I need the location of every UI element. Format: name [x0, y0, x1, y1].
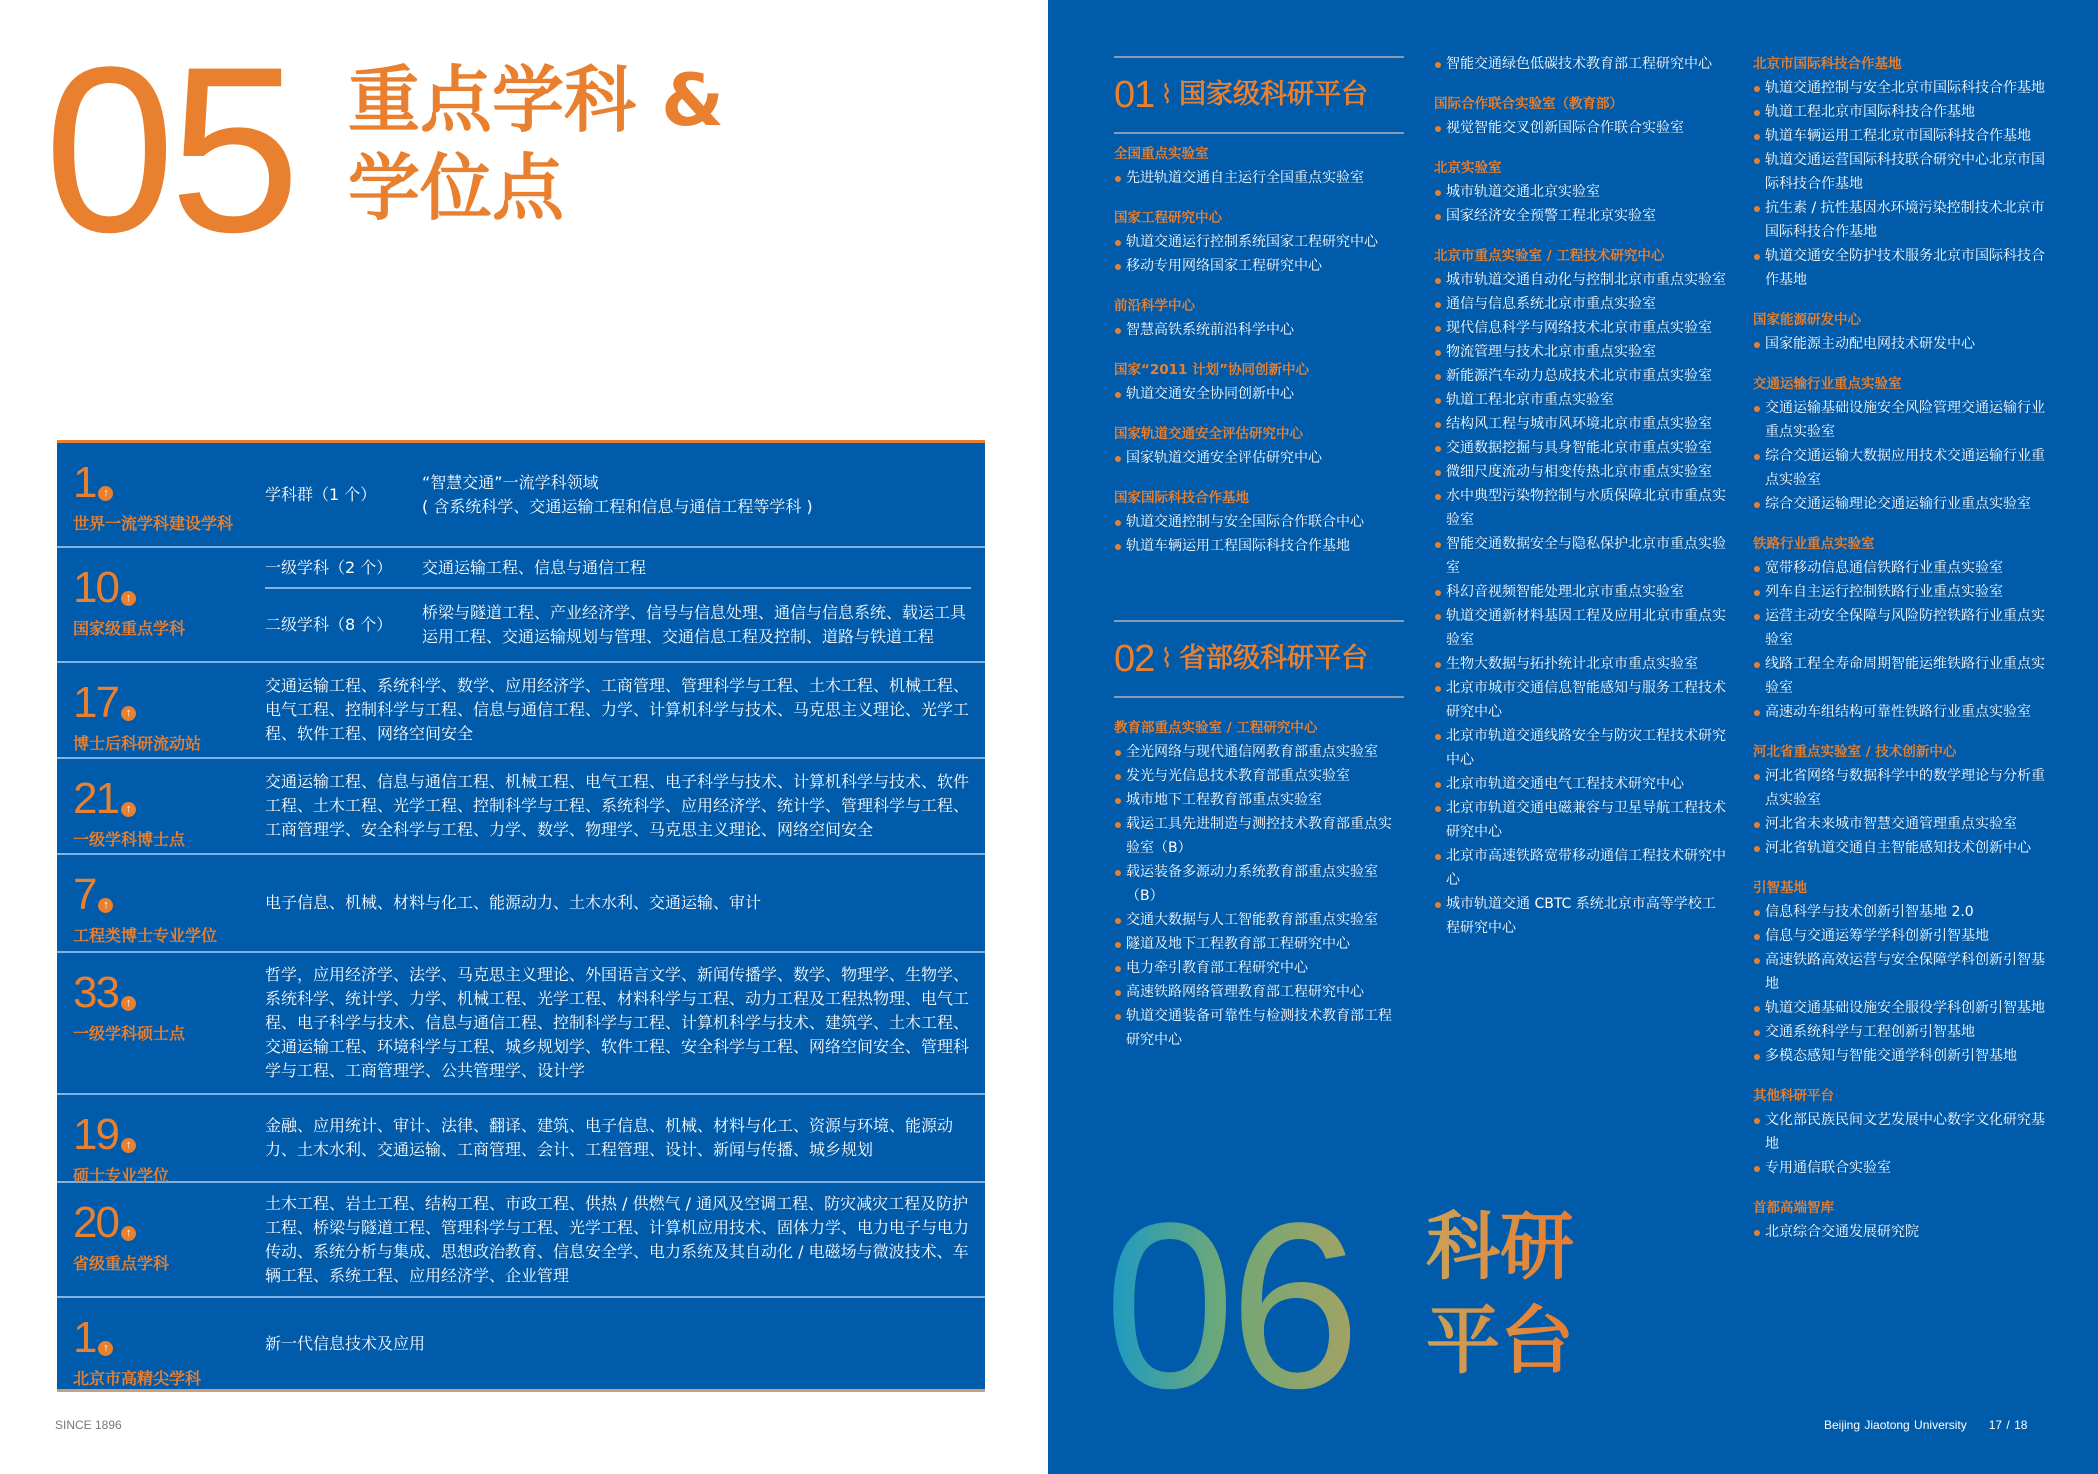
sub-row — [265, 548, 971, 587]
list-item: 轨道工程北京市国际科技合作基地 — [1753, 100, 2045, 124]
section-heading: 北京实验室 — [1434, 160, 1502, 176]
row-heading — [57, 759, 265, 853]
section-heading: 国家轨道交通安全评估研究中心 — [1114, 426, 1303, 442]
row-label: 工程类博士专业学位 — [73, 926, 218, 945]
list-item: 通信与信息系统北京市重点实验室 — [1434, 292, 1726, 316]
separator-icon: ⌇ — [1160, 644, 1173, 674]
sub-value: 交通运输工程、信息与通信工程 — [422, 557, 647, 577]
row-label: 硕士专业学位 — [73, 1166, 170, 1185]
row-heading — [57, 548, 265, 661]
list-item: 交通数据挖掘与具身智能北京市重点实验室 — [1434, 436, 1726, 460]
row-label: 北京市高精尖学科 — [73, 1369, 202, 1388]
list-item: 综合交通运输大数据应用技术交通运输行业重点实验室 — [1753, 444, 2045, 492]
platform-section — [1434, 52, 1726, 76]
row-heading — [57, 953, 265, 1093]
list-item: 国家能源主动配电网技术研发中心 — [1753, 332, 2045, 356]
section-heading: 引智基地 — [1753, 880, 1807, 896]
section-heading: 前沿科学中心 — [1114, 298, 1195, 314]
row-content — [265, 548, 985, 661]
list-item: 北京综合交通发展研究院 — [1753, 1220, 2045, 1244]
footer-since: SINCE 1896 — [55, 1418, 122, 1432]
arrow-up-circle-icon: ↑ — [98, 486, 113, 501]
count-value: 1 — [73, 1313, 96, 1362]
page-numbers: 17 / 18 — [1988, 1418, 2028, 1432]
count — [73, 870, 265, 919]
list-item: 轨道车辆运用工程北京市国际科技合作基地 — [1753, 124, 2045, 148]
list-item: 轨道交通控制与安全国际合作联合中心 — [1114, 510, 1404, 534]
row-label: 国家级重点学科 — [73, 619, 186, 638]
table-row — [57, 759, 985, 855]
list-item: 轨道交通新材料基因工程及应用北京市重点实验室 — [1434, 604, 1726, 652]
list-item: 轨道交通装备可靠性与检测技术教育部工程研究中心 — [1114, 1004, 1404, 1052]
sub-key: 学科群（1 个） — [265, 484, 377, 504]
list-item: 先进轨道交通自主运行全国重点实验室 — [1114, 166, 1404, 190]
list-item: 高速动车组结构可靠性铁路行业重点实验室 — [1753, 700, 2045, 724]
title-line: 科研 — [1426, 1204, 1574, 1290]
row-heading — [57, 1183, 265, 1296]
table-row — [57, 1183, 985, 1298]
list-item: 轨道车辆运用工程国际科技合作基地 — [1114, 534, 1404, 558]
arrow-up-circle-icon: ↑ — [121, 1138, 136, 1153]
list-item: 北京市高速铁路宽带移动通信工程技术研究中心 — [1434, 844, 1726, 892]
section-number: 06 — [1104, 1174, 1355, 1438]
count-value: 17 — [73, 678, 118, 727]
platform-section — [1434, 244, 1726, 940]
sub-table — [265, 548, 971, 661]
title-line: 重点学科 & — [348, 58, 724, 142]
platform-section — [1753, 876, 2045, 1068]
section-number: 05 — [44, 18, 295, 282]
arrow-up-circle-icon: ↑ — [98, 1341, 113, 1356]
arrow-up-circle-icon: ↑ — [121, 802, 136, 817]
platform-section — [1114, 716, 1404, 1052]
list-item: 高速铁路高效运营与安全保障学科创新引智基地 — [1753, 948, 2045, 996]
platform-section — [1114, 294, 1404, 342]
list-item: 轨道交通安全协同创新中心 — [1114, 382, 1404, 406]
list-item: 城市轨道交通自动化与控制北京市重点实验室 — [1434, 268, 1726, 292]
list-item: 国家轨道交通安全评估研究中心 — [1114, 446, 1404, 470]
list-item: 专用通信联合实验室 — [1753, 1156, 2045, 1180]
row-text: 哲学，应用经济学、法学、马克思主义理论、外国语言文学、新闻传播学、数学、物理学、生物学、系统科学、统计学、力学、机械工程、光学工程、材料科学与工程、动力工程及工程热物理、电气工程、电子科学与技术、信息与通信工程、控制科学与工程、计算机科学与技术、建筑学、土木工程、交通运输工程、环境科学与工程、城乡规划学、软件工程、安全科学与工程、网络空间安全、管理科学与工程、工商管理学、公共管理学、设计学 — [265, 965, 970, 1080]
count — [73, 563, 265, 612]
platform-section — [1114, 486, 1404, 558]
list-item: 运营主动安全保障与风险防控铁路行业重点实验室 — [1753, 604, 2045, 652]
divider — [1114, 696, 1404, 698]
list-item: 城市地下工程教育部重点实验室 — [1114, 788, 1404, 812]
list-item: 河北省网络与数据科学中的数学理论与分析重点实验室 — [1753, 764, 2045, 812]
list-item: 移动专用网络国家工程研究中心 — [1114, 254, 1404, 278]
platform-section — [1753, 372, 2045, 516]
list-item: 结构风工程与城市风环境北京市重点实验室 — [1434, 412, 1726, 436]
list-item: 河北省轨道交通自主智能感知技术创新中心 — [1753, 836, 2045, 860]
list-item: 视觉智能交叉创新国际合作联合实验室 — [1434, 116, 1726, 140]
sub-table — [265, 443, 971, 546]
platform-title: 国家级科研平台 — [1178, 79, 1368, 110]
list-item: 科幻音视频智能处理北京市重点实验室 — [1434, 580, 1726, 604]
university-name: Beijing Jiaotong University — [1824, 1418, 1967, 1432]
divider — [1114, 132, 1404, 134]
platform-section — [1753, 1084, 2045, 1180]
platform-title: 省部级科研平台 — [1178, 643, 1368, 674]
platform-column-3 — [1753, 52, 2045, 1244]
list-item: 河北省未来城市智慧交通管理重点实验室 — [1753, 812, 2045, 836]
section-heading: 国际合作联合实验室（教育部） — [1434, 96, 1623, 112]
list-item: 智能交通绿色低碳技术教育部工程研究中心 — [1434, 52, 1726, 76]
table-row — [57, 1095, 985, 1183]
list-item: 抗生素 / 抗性基因水环境污染控制技术北京市国际科技合作基地 — [1753, 196, 2045, 244]
count — [73, 1198, 265, 1247]
platform-section — [1114, 422, 1404, 470]
count — [73, 458, 265, 507]
section-heading: 北京市国际科技合作基地 — [1753, 56, 1902, 72]
platform-heading — [1114, 622, 1404, 696]
page-title — [1426, 1200, 1574, 1388]
list-item: 综合交通运输理论交通运输行业重点实验室 — [1753, 492, 2045, 516]
row-heading — [57, 1095, 265, 1185]
list-item: 国家经济安全预警工程北京实验室 — [1434, 204, 1726, 228]
list-item: 列车自主运行控制铁路行业重点实验室 — [1753, 580, 2045, 604]
list-item: 线路工程全寿命周期智能运维铁路行业重点实验室 — [1753, 652, 2045, 700]
page-title — [348, 56, 724, 232]
separator-icon: ⌇ — [1160, 80, 1173, 110]
list-item: 生物大数据与拓扑统计北京市重点实验室 — [1434, 652, 1726, 676]
list-item: 信息科学与技术创新引智基地 2.0 — [1753, 900, 2045, 924]
arrow-up-circle-icon: ↑ — [98, 898, 113, 913]
count-value: 20 — [73, 1198, 118, 1247]
list-item: 轨道交通运行控制系统国家工程研究中心 — [1114, 230, 1404, 254]
row-label: 一级学科博士点 — [73, 830, 186, 849]
count-value: 19 — [73, 1110, 118, 1159]
list-item: 全光网络与现代通信网教育部重点实验室 — [1114, 740, 1404, 764]
count — [73, 678, 265, 727]
table-row — [57, 953, 985, 1095]
row-label: 世界一流学科建设学科 — [73, 514, 234, 533]
count-value: 33 — [73, 968, 118, 1017]
section-heading: 首都高端智库 — [1753, 1200, 1834, 1216]
list-item: 高速铁路网络管理教育部工程研究中心 — [1114, 980, 1404, 1004]
row-text: 金融、应用统计、审计、法律、翻译、建筑、电子信息、机械、材料与化工、资源与环境、能源动力、土木水利、交通运输、工商管理、会计、工程管理、设计、新闻与传播、城乡规划 — [265, 1116, 954, 1159]
section-heading: 教育部重点实验室 / 工程研究中心 — [1114, 720, 1318, 736]
table-row — [57, 663, 985, 759]
arrow-up-circle-icon: ↑ — [121, 591, 136, 606]
list-item: 北京市轨道交通线路安全与防灾工程技术研究中心 — [1434, 724, 1726, 772]
section-heading: 北京市重点实验室 / 工程技术研究中心 — [1434, 248, 1665, 264]
list-item: 城市轨道交通 CBTC 系统北京市高等学校工程研究中心 — [1434, 892, 1726, 940]
section-heading: 国家“2011 计划”协同创新中心 — [1114, 362, 1310, 378]
platform-column-2 — [1434, 52, 1726, 940]
footer — [1824, 1418, 2027, 1432]
list-item: 轨道交通运营国际科技联合研究中心北京市国际科技合作基地 — [1753, 148, 2045, 196]
sub-value: “智慧交通”一流学科领域 ( 含系统科学、交通运输工程和信息与通信工程等学科 ) — [422, 472, 813, 516]
platform-section — [1753, 308, 2045, 356]
row-text: 交通运输工程、系统科学、数学、应用经济学、工商管理、管理科学与工程、土木工程、机械工程、电气工程、控制科学与工程、信息与通信工程、力学、计算机科学与技术、马克思主义理论、光学工程、软件工程、网络空间安全 — [265, 676, 970, 743]
section-heading: 国家国际科技合作基地 — [1114, 490, 1249, 506]
list-item: 轨道交通安全防护技术服务北京市国际科技合作基地 — [1753, 244, 2045, 292]
list-item: 宽带移动信息通信铁路行业重点实验室 — [1753, 556, 2045, 580]
row-text: 土木工程、岩土工程、结构工程、市政工程、供热 / 供燃气 / 通风及空调工程、防灾减灾工程及防护工程、桥梁与隧道工程、管理科学与工程、光学工程、计算机应用技术、固体力学、电力电子与电力传动、系统分析与集成、思想政治教育、信息安全学、电力系统及其自动化 / 电磁场与微波技术、车辆工程、系统工程、应用经济学、企业管理 — [265, 1193, 970, 1285]
list-item: 北京市城市交通信息智能感知与服务工程技术研究中心 — [1434, 676, 1726, 724]
sub-key: 一级学科（2 个） — [265, 557, 393, 577]
list-item: 载运工具先进制造与测控技术教育部重点实验室（B） — [1114, 812, 1404, 860]
platform-number: 01 — [1114, 74, 1155, 116]
list-item: 交通运输基础设施安全风险管理交通运输行业重点实验室 — [1753, 396, 2045, 444]
section-heading: 国家能源研发中心 — [1753, 312, 1861, 328]
arrow-up-circle-icon: ↑ — [121, 1226, 136, 1241]
list-item: 交通系统科学与工程创新引智基地 — [1753, 1020, 2045, 1044]
row-heading — [57, 855, 265, 951]
row-content — [265, 663, 985, 757]
list-item: 北京市轨道交通电气工程技术研究中心 — [1434, 772, 1726, 796]
row-label: 省级重点学科 — [73, 1254, 170, 1273]
section-heading: 其他科研平台 — [1753, 1088, 1834, 1104]
count-value: 10 — [73, 563, 118, 612]
list-item: 微细尺度流动与相变传热北京市重点实验室 — [1434, 460, 1726, 484]
platform-heading — [1114, 58, 1404, 132]
section-heading: 国家工程研究中心 — [1114, 210, 1222, 226]
row-heading — [57, 443, 265, 546]
row-text: 新一代信息技术及应用 — [265, 1333, 426, 1353]
list-item: 新能源汽车动力总成技术北京市重点实验室 — [1434, 364, 1726, 388]
list-item: 智慧高铁系统前沿科学中心 — [1114, 318, 1404, 342]
arrow-up-circle-icon: ↑ — [121, 706, 136, 721]
platform-section — [1753, 1196, 2045, 1244]
list-item: 文化部民族民间文艺发展中心数字文化研究基地 — [1753, 1108, 2045, 1156]
row-content — [265, 443, 985, 546]
table-row — [57, 443, 985, 548]
list-item: 智能交通数据安全与隐私保护北京市重点实验室 — [1434, 532, 1726, 580]
count — [73, 1313, 265, 1362]
count — [73, 774, 265, 823]
row-content — [265, 855, 985, 951]
section-heading: 交通运输行业重点实验室 — [1753, 376, 1902, 392]
platform-section — [1434, 156, 1726, 228]
platform-section — [1753, 740, 2045, 860]
list-item: 隧道及地下工程教育部工程研究中心 — [1114, 932, 1404, 956]
platform-section — [1114, 142, 1404, 190]
platform-section — [1114, 206, 1404, 278]
sub-value: 桥梁与隧道工程、产业经济学、信号与信息处理、通信与信息系统、载运工具运用工程、交通运输规划与管理、交通信息工程及控制、道路与铁道工程 — [422, 603, 967, 646]
disciplines-table — [57, 440, 985, 1392]
list-item: 电力牵引教育部工程研究中心 — [1114, 956, 1404, 980]
list-item: 轨道工程北京市重点实验室 — [1434, 388, 1726, 412]
platform-section — [1114, 358, 1404, 406]
platform-section — [1753, 532, 2045, 724]
row-label: 一级学科硕士点 — [73, 1024, 186, 1043]
table-row — [57, 1298, 985, 1389]
platform-section — [1753, 52, 2045, 292]
list-item: 物流管理与技术北京市重点实验室 — [1434, 340, 1726, 364]
left-page — [0, 0, 1048, 1474]
platform-section — [1434, 92, 1726, 140]
list-item: 水中典型污染物控制与水质保障北京市重点实验室 — [1434, 484, 1726, 532]
sub-key: 二级学科（8 个） — [265, 615, 393, 634]
count — [73, 968, 265, 1017]
sub-row — [265, 587, 971, 661]
list-item: 信息与交通运筹学学科创新引智基地 — [1753, 924, 2045, 948]
list-item: 北京市轨道交通电磁兼容与卫星导航工程技术研究中心 — [1434, 796, 1726, 844]
section-heading: 铁路行业重点实验室 — [1753, 536, 1875, 552]
list-item: 轨道交通控制与安全北京市国际科技合作基地 — [1753, 76, 2045, 100]
count-value: 1 — [73, 458, 96, 507]
title-line: 平台 — [1426, 1298, 1574, 1384]
row-heading — [57, 663, 265, 757]
row-content — [265, 759, 985, 853]
row-text: 电子信息、机械、材料与化工、能源动力、土木水利、交通运输、审计 — [265, 893, 762, 912]
arrow-up-circle-icon: ↑ — [121, 996, 136, 1011]
row-content — [265, 1183, 985, 1296]
title-line: 学位点 — [348, 146, 565, 230]
list-item: 发光与光信息技术教育部重点实验室 — [1114, 764, 1404, 788]
row-content — [265, 1095, 985, 1181]
list-item: 多模态感知与智能交通学科创新引智基地 — [1753, 1044, 2045, 1068]
count — [73, 1110, 265, 1159]
sub-row — [265, 443, 971, 546]
list-item: 现代信息科学与网络技术北京市重点实验室 — [1434, 316, 1726, 340]
table-row — [57, 855, 985, 953]
row-content — [265, 953, 985, 1093]
list-item: 载运装备多源动力系统教育部重点实验室（B） — [1114, 860, 1404, 908]
list-item: 轨道交通基础设施安全服役学科创新引智基地 — [1753, 996, 2045, 1020]
row-heading — [57, 1298, 265, 1389]
list-item: 城市轨道交通北京实验室 — [1434, 180, 1726, 204]
row-content — [265, 1298, 985, 1389]
list-item: 交通大数据与人工智能教育部重点实验室 — [1114, 908, 1404, 932]
platform-column-1 — [1114, 56, 1404, 1052]
row-text: 交通运输工程、信息与通信工程、机械工程、电气工程、电子科学与技术、计算机科学与技术、软件工程、土木工程、光学工程、控制科学与工程、系统科学、应用经济学、统计学、管理科学与工程、工商管理学、安全科学与工程、力学、数学、物理学、马克思主义理论、网络空间安全 — [265, 772, 970, 839]
section-heading: 全国重点实验室 — [1114, 146, 1209, 162]
count-value: 21 — [73, 774, 118, 823]
count-value: 7 — [73, 870, 96, 919]
platform-number: 02 — [1114, 638, 1155, 680]
table-row — [57, 548, 985, 663]
row-label: 博士后科研流动站 — [73, 734, 202, 753]
section-heading: 河北省重点实验室 / 技术创新中心 — [1753, 744, 1957, 760]
